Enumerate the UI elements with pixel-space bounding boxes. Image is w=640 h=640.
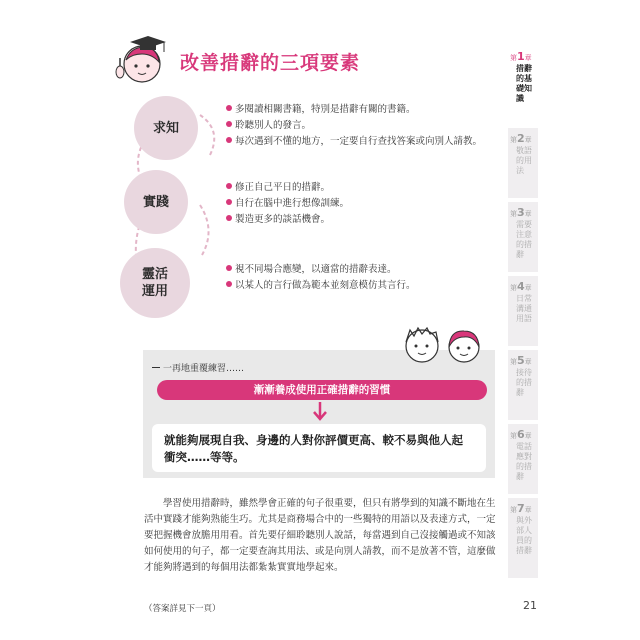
- tab-chapter-4[interactable]: 第4章 日常溝通用語: [508, 276, 538, 346]
- page-number: 21: [523, 599, 537, 612]
- two-people-icon: [396, 320, 492, 364]
- page-title: 改善措辭的三項要素: [180, 52, 361, 74]
- practice-bullets: [226, 180, 349, 228]
- list-item: 自行在腦中進行想像訓練。: [226, 196, 349, 212]
- result-text: 就能夠展現自我、身邊的人對你評價更高、較不易與他人起衝突……等等。: [152, 424, 486, 472]
- list-item: 聆聽別人的發言。: [226, 118, 482, 134]
- repeat-label: 一再地重覆練習……: [152, 361, 244, 374]
- answer-note: （答案詳見下一頁）: [144, 604, 221, 614]
- tab-chapter-3[interactable]: 第3章 需要注意的措辭: [508, 202, 538, 272]
- node-practice: 實踐: [124, 170, 188, 234]
- list-item: 視不同場合應變，以適當的措辭表達。: [226, 262, 416, 278]
- tab-chapter-6[interactable]: 第6章 電話應對的措辭: [508, 424, 538, 494]
- node-flexible-use: 靈活 運用: [120, 248, 190, 318]
- flexible-use-bullets: [226, 262, 416, 294]
- list-item: 修正自己平日的措辭。: [226, 180, 349, 196]
- knowledge-bullets: [226, 102, 482, 150]
- habit-banner: 漸漸養成使用正確措辭的習慣: [157, 380, 487, 400]
- list-item: 多閱讀相關書籍，特別是措辭有關的書籍。: [226, 102, 482, 118]
- tab-chapter-2[interactable]: 第2章 敬語的用法: [508, 128, 538, 198]
- list-item: 以某人的言行做為範本並刻意模仿其言行。: [226, 278, 416, 294]
- tab-chapter-7[interactable]: 第7章 與外部人員的措辭: [508, 498, 538, 578]
- tab-chapter-1[interactable]: 第1章 措辭的基礎知識: [508, 46, 538, 124]
- graduate-mascot-icon: [112, 30, 170, 88]
- node-knowledge: 求知: [134, 96, 198, 160]
- body-paragraph: 學習使用措辭時，雖然學會正確的句子很重要，但只有將學到的知識不斷地在生活中實踐才能夠熟能生巧。尤其是商務場合中的一些獨特的用語以及表達方式，一定要把握機會放膽用用看。首先要仔細聆聽別人說話，每當遇到自己沒接觸過或不知該如何使用的句子，都一定要查詢其用法、或是向別人請教，而不是放著不管，這麼做才能夠將遇到的每個用法都紮紮實實地學起來。: [144, 498, 496, 573]
- arrow-down-icon: [313, 401, 327, 421]
- list-item: 製造更多的談話機會。: [226, 212, 349, 228]
- list-item: 每次遇到不懂的地方，一定要自行查找答案或向別人請教。: [226, 134, 482, 150]
- tab-chapter-5[interactable]: 第5章 接待的措辭: [508, 350, 538, 420]
